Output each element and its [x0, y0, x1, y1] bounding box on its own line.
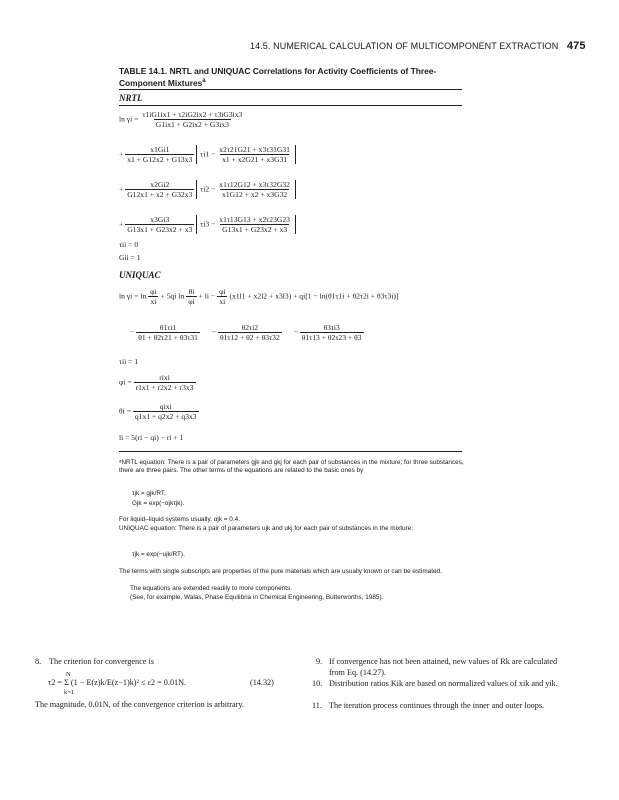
uniquac-sum-fraction: [300, 323, 364, 342]
uniquac-f1-den: xi: [150, 297, 157, 306]
nrtl-term-fraction: [125, 215, 194, 234]
uniquac-fraction-3: [217, 287, 228, 306]
convergence-sum-upper: N: [66, 671, 71, 678]
nrtl-bracket-num: x2τ21G21 + x3τ31G31: [219, 145, 290, 154]
nrtl-label: NRTL: [119, 93, 143, 103]
footnote-eq-tau: τjk = gjk/RT,: [132, 490, 166, 497]
magnitude-paragraph: The magnitude, 0.01N, of the convergence criterion is arbitrary.: [35, 700, 244, 709]
convergence-equation: τ2 = Σ (1 − E(z)k/E(z−1)k)² ≤ ε2 = 0.01N.: [48, 678, 187, 687]
uniquac-mid-1: + 5qi ln: [160, 291, 185, 301]
page-number: 475: [566, 40, 586, 52]
nrtl-bracket-den: G13x1 + G23x2 + x3: [222, 225, 288, 234]
uniquac-tau-ii: τii = 1: [119, 357, 139, 366]
nrtl-bracket-den: x1 + x2G21 + x3G31: [222, 155, 288, 164]
item-8-text: The criterion for convergence is: [49, 657, 154, 666]
uniquac-sum-num: θ3τi3: [323, 323, 340, 332]
uniquac-fraction-2: [186, 287, 197, 306]
table-top-rule: [119, 89, 462, 90]
uniquac-theta-num: qixi: [159, 402, 172, 411]
item-11-number: 11.: [312, 701, 322, 710]
running-header: [250, 40, 586, 52]
uniquac-phi-lhs: φi =: [119, 377, 132, 387]
uniquac-phi-num: rixi: [159, 373, 170, 382]
uniquac-sum-fraction: [136, 323, 200, 342]
uniquac-phi-fraction: [134, 373, 196, 392]
nrtl-term-sign: +: [119, 219, 124, 229]
uniquac-fraction-1: [148, 287, 159, 306]
footnote-eq-g: Gjk = exp(−αjkτjk).: [132, 500, 185, 507]
uniquac-sum-den: θ1τ12 + θ2 + θ3τ32: [219, 333, 280, 342]
nrtl-bracket-fraction: [217, 215, 292, 234]
nrtl-first-den: G1ix1 + G2ix2 + G3ix3: [155, 120, 229, 129]
table-title: [119, 66, 479, 88]
nrtl-term-sign: +: [119, 149, 124, 159]
uniquac-sum-fraction: [218, 323, 282, 342]
nrtl-term-den: G12x1 + x2 + G32x3: [127, 190, 193, 199]
footnote-eq-tau-uniquac: τjk = exp(−ujk/RT).: [132, 551, 185, 558]
uniquac-theta-den: q1x1 + q2x2 + q3x3: [134, 412, 197, 421]
nrtl-term-tau: τi2 −: [200, 184, 216, 194]
nrtl-bracket-fraction: [217, 180, 292, 199]
nrtl-first-fraction: [140, 110, 244, 129]
nrtl-term-tau: τi1 −: [200, 149, 216, 159]
item-9-number: 9.: [316, 657, 323, 666]
uniquac-sum-sign: −: [211, 327, 217, 337]
nrtl-term-den: G13x1 + G23x2 + x3: [127, 225, 193, 234]
uniquac-mid-2: + li −: [198, 291, 216, 301]
footnote-liquid-liquid: For liquid–liquid systems usually, αjk = 0.4.: [119, 516, 240, 523]
uniquac-second-line: [130, 323, 364, 342]
table-title-text: TABLE 14.1. NRTL and UNIQUAC Correlations for Activity Coefficients of Three-Component Mixtures: [119, 66, 437, 88]
nrtl-term-sign: +: [119, 184, 124, 194]
nrtl-first-num: τ1iG1ix1 + τ2iG2ix2 + τ3iG3ix3: [142, 110, 243, 119]
nrtl-term-num: x1Gi1: [150, 145, 170, 154]
convergence-sum-lower: k=1: [64, 689, 75, 696]
uniquac-f2-num: θi: [188, 287, 195, 296]
running-title: 14.5. NUMERICAL CALCULATION OF MULTICOMPONENT EXTRACTION: [250, 41, 559, 51]
item-11-text: The iteration process continues through the inner and outer loops.: [329, 701, 545, 710]
uniquac-phi-equation: [119, 373, 196, 392]
nrtl-term-num: x3Gi3: [150, 215, 170, 224]
equation-number: (14.32): [250, 678, 274, 687]
nrtl-first-line: [119, 110, 244, 129]
uniquac-phi-den: r1x1 + r2x2 + r3x3: [135, 383, 194, 392]
uniquac-f3-den: xi: [219, 297, 226, 306]
item-10-text: Distribution ratios Kik are based on normalized values of xik and yik.: [329, 679, 558, 688]
uniquac-f2-den: φi: [188, 297, 195, 306]
nrtl-term-den: x1 + G12x2 + G13x3: [127, 155, 193, 164]
uniquac-sum-num: θ2τi2: [241, 323, 259, 332]
uniquac-sum-sign: −: [130, 327, 135, 337]
uniquac-theta-equation: [119, 402, 199, 421]
uniquac-main-equation: [119, 287, 398, 306]
nrtl-term-fraction: [125, 145, 194, 164]
nrtl-rule: [119, 105, 462, 106]
uniquac-theta-fraction: [133, 402, 199, 421]
item-8-number: 8.: [35, 657, 42, 666]
footnote-reference: (See, for example, Walas, Phase Equilibria in Chemical Engineering, Butterworths, 1985).: [130, 594, 384, 601]
uniquac-tail: (x1l1 + x2l2 + x3l3) + qi[1 − ln(θ1τ1i + θ2τ2i + θ3τ3i)]: [229, 291, 399, 301]
uniquac-sum-sign: −: [293, 327, 298, 337]
table-title-marker: a: [202, 78, 206, 84]
uniquac-sum-num: θ1τi1: [159, 323, 177, 332]
nrtl-bracket-num: x1τ13G13 + x2τ23G23: [219, 215, 290, 224]
nrtl-term-1: [119, 145, 296, 164]
nrtl-term-num: x2Gi2: [150, 180, 170, 189]
nrtl-lhs: ln γi =: [119, 114, 139, 124]
nrtl-term-bracket: [196, 215, 296, 234]
nrtl-bracket-den: x1G12 + x2 + x3G32: [222, 190, 288, 199]
uniquac-label: UNIQUAC: [119, 270, 161, 280]
nrtl-bracket-num: x1τ12G12 + x3τ32G32: [219, 180, 290, 189]
nrtl-term-bracket: [196, 180, 296, 199]
uniquac-sum-den: θ1 + θ2τ21 + θ3τ31: [138, 333, 198, 342]
uniquac-sum-den: θ1τ13 + θ2τ23 + θ3: [301, 333, 362, 342]
nrtl-g-ii: Gii = 1: [119, 253, 141, 262]
footnote-extended: The equations are extended readily to more components.: [130, 585, 292, 592]
nrtl-term-bracket: [196, 145, 296, 164]
footnote-uniquac: UNIQUAC equation: There is a pair of parameters ujk and ukj for each pair of substances in the mixture:: [119, 525, 413, 532]
uniquac-l-equation: li = 5(ri − qi) − ri + 1: [119, 433, 184, 442]
uniquac-theta-lhs: θi =: [119, 406, 131, 416]
nrtl-term-2: [119, 180, 296, 199]
footnote-single-subscripts: The terms with single subscripts are properties of the pure materials which are usually known or can be estimated.: [119, 568, 442, 575]
nrtl-tau-ii: τii = 0: [119, 240, 139, 249]
nrtl-term-tau: τi3 −: [200, 219, 216, 229]
uniquac-lhs: ln γi = ln: [119, 291, 147, 301]
table-bottom-rule: [119, 451, 462, 452]
uniquac-f3-num: φi: [219, 287, 226, 296]
nrtl-term-fraction: [125, 180, 194, 199]
nrtl-bracket-fraction: [217, 145, 292, 164]
uniquac-f1-num: φi: [150, 287, 157, 296]
nrtl-term-3: [119, 215, 296, 234]
item-10-number: 10.: [312, 679, 323, 688]
item-9-text: If convergence has not been attained, new values of Rk are calculated from Eq. (14.27).: [329, 657, 558, 677]
footnote-nrtl: ᵃNRTL equation: There is a pair of parameters gjk and gkj for each pair of substances in the mixture; for three substances, there are three pairs. The other terms of the equations are related to the basic ones by: [119, 459, 464, 474]
